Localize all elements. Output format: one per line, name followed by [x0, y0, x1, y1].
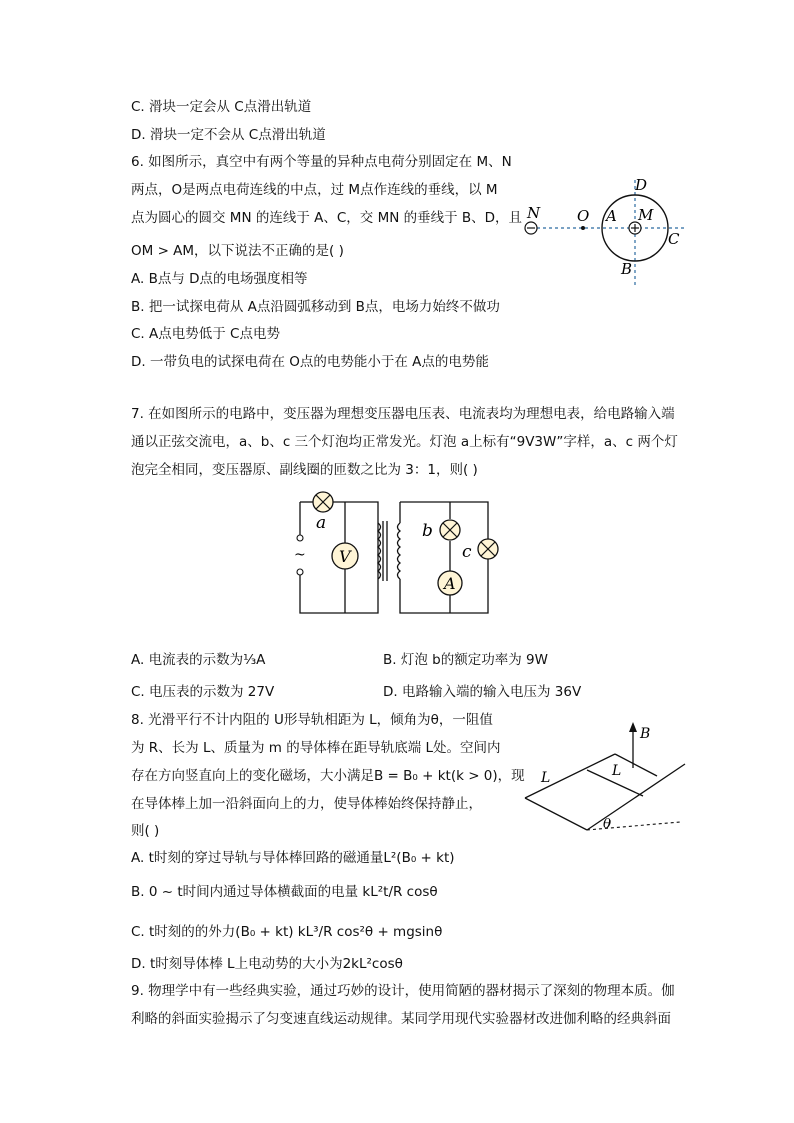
q7-option-a: A. 电流表的示数为⅓A	[131, 652, 266, 668]
q6-option-a: A. B点与 D点的电场强度相等	[131, 271, 308, 287]
q6-option-d: D. 一带负电的试探电荷在 O点的电势能小于在 A点的电势能	[131, 354, 489, 370]
lamp-b	[440, 520, 460, 540]
q6-stem-line1: 6. 如图所示，真空中有两个等量的异种点电荷分别固定在 M、N	[131, 154, 512, 170]
q6-stem-line3: 点为圆心的圆交 MN 的连线于 A、C，交 MN 的垂线于 B、D，且	[131, 210, 523, 226]
label-l-rail: L	[541, 770, 551, 786]
q6-option-b: B. 把一试探电荷从 A点沿圆弧移动到 B点，电场力始终不做功	[131, 299, 500, 315]
q7-option-c: C. 电压表的示数为 27V	[131, 684, 275, 700]
label-lamp-b: b	[422, 521, 433, 541]
label-b: B	[621, 260, 633, 278]
q8-option-c: C. t时刻的的外力(B₀ + kt) kL³/R cos²θ + mgsinθ	[131, 924, 443, 940]
label-n: N	[527, 204, 541, 222]
q6-option-c: C. A点电势低于 C点电势	[131, 326, 280, 342]
q6-stem-line2: 两点，O是两点电荷连线的中点，过 M点作连线的垂线，以 M	[131, 182, 498, 198]
q9-stem-line2: 利略的斜面实验揭示了匀变速直线运动规律。某同学用现代实验器材改进伽利略的经典斜面	[131, 1011, 671, 1027]
ac-source-symbol: ~	[294, 547, 306, 563]
q6-stem-line4: OM > AM，以下说法不正确的是( )	[131, 243, 344, 259]
q6-charge-circle-diagram	[515, 172, 695, 290]
label-lamp-c: c	[462, 542, 472, 562]
q7-stem-line3: 泡完全相同，变压器原、副线圈的匝数之比为 3：1，则( )	[131, 462, 478, 478]
label-o: O	[577, 207, 590, 225]
ammeter-label: A	[444, 574, 456, 593]
q8-option-b: B. 0 ~ t时间内通过导体横截面的电量 kL²t/R cosθ	[131, 884, 438, 900]
q8-stem-line2: 为 R、长为 L、质量为 m 的导体棒在距导轨底端 L处。空间内	[131, 740, 501, 756]
q7-option-d: D. 电路输入端的输入电压为 36V	[383, 684, 582, 700]
label-d: D	[635, 176, 648, 194]
q8-incline-rail-diagram	[515, 718, 693, 836]
q5-option-c: C. 滑块一定会从 C点滑出轨道	[131, 99, 312, 115]
q7-stem-line1: 7. 在如图所示的电路中，变压器为理想变压器电压表、电流表均为理想电表，给电路输入端	[131, 406, 675, 422]
label-a: A	[606, 207, 617, 225]
q5-option-d: D. 滑块一定不会从 C点滑出轨道	[131, 127, 326, 143]
q7-stem-line2: 通以正弦交流电，a、b、c 三个灯泡均正常发光。灯泡 a上标有“9V3W”字样，a、c 两个灯	[131, 434, 678, 450]
label-b-field: B	[640, 726, 651, 742]
point-o	[581, 226, 585, 230]
label-l-rod: L	[612, 763, 622, 779]
q8-stem-line3: 存在方向竖直向上的变化磁场，大小满足B = B₀ + kt(k > 0)，现	[131, 768, 525, 784]
q7-option-b: B. 灯泡 b的额定功率为 9W	[383, 652, 548, 668]
label-lamp-a: a	[316, 513, 327, 533]
q8-option-a: A. t时刻的穿过导轨与导体棒回路的磁通量L²(B₀ + kt)	[131, 850, 455, 866]
label-m: M	[638, 206, 654, 224]
q8-option-d: D. t时刻导体棒 L上电动势的大小为2kL²cosθ	[131, 956, 403, 972]
lamp-c	[478, 539, 498, 559]
lamp-a	[313, 492, 333, 512]
q7-transformer-circuit	[290, 485, 510, 620]
voltmeter-label: V	[339, 547, 351, 566]
q8-stem-line4: 在导体棒上加一沿斜面向上的力，使导体棒始终保持静止，	[131, 796, 482, 812]
label-c: C	[668, 230, 680, 248]
q9-stem-line1: 9. 物理学中有一些经典实验，通过巧妙的设计，使用简陋的器材揭示了深刻的物理本质。伽	[131, 983, 675, 999]
label-theta: θ	[603, 817, 611, 832]
q8-stem-line1: 8. 光滑平行不计内阻的 U形导轨相距为 L，倾角为θ，一阻值	[131, 712, 493, 728]
q8-stem-line5: 则( )	[131, 823, 160, 839]
